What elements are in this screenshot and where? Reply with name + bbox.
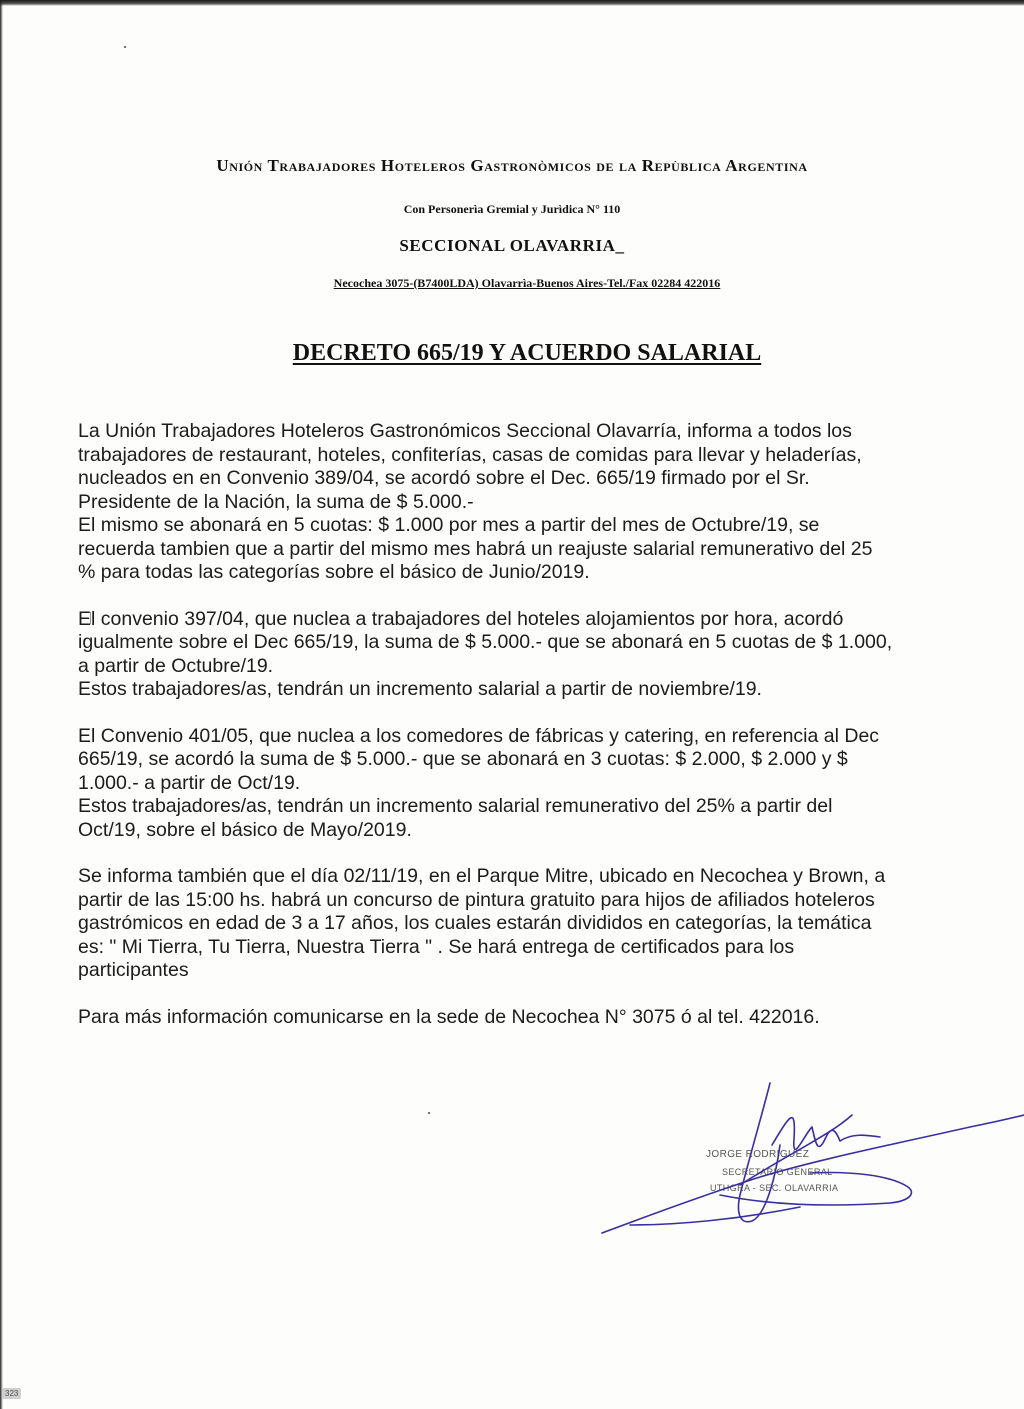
scan-border-top — [0, 0, 1024, 6]
paragraph-contact-info: Para más información comunicarse en la sede de Necochea N° 3075 ó al tel. 422016. — [78, 1005, 820, 1028]
signature-block — [590, 1075, 1024, 1250]
paragraph-convenio-401: El Convenio 401/05, que nuclea a los comedores de fábricas y catering, en referencia al Dec 665/19, se acordó la suma de $ 5.000.- que se abonará en 3 cuotas: $ 2.000, $ 2.000 y $ 1.000.- a partir de Oct/19. Estos trabajadores/as, tendrán un incremento salarial remunerativo del 25% a partir del Oct/19, sobre el básico de Mayo/2019. — [78, 724, 880, 841]
document-body — [78, 420, 958, 1052]
handwritten-signature — [590, 1075, 1024, 1250]
page-mark: 323 — [2, 1388, 21, 1399]
paragraph-convenio-397: El convenio 397/04, que nuclea a trabajadores del hoteles alojamientos por hora, acordó igualmente sobre el Dec 665/19, la suma de $ 5.000.- que se abonará en 5 cuotas de $ 1.000, a partir de Octubre/19. Estos trabajadores/as, tendrán un incremento salarial a partir de noviembre/19. — [78, 607, 893, 700]
stamp-branch: UTHGRA - SEC. OLAVARRIA — [710, 1183, 839, 1193]
legal-registration: Con Personerìa Gremial y Jurìdica N° 110 — [403, 202, 621, 216]
stamp-role: SECRETARIO GENERAL — [722, 1167, 833, 1177]
paragraph-convenio-389: La Unión Trabajadores Hoteleros Gastronómicos Seccional Olavarría, informa a todos los trabajadores de restaurant, hoteles, confiterías, casas de comidas para llevar y heladerías, nucleados en en Convenio 389/04, se acordó sobre el Dec. 665/19 firmado por el Sr. Presidente de la Nación, la suma de $ 5.000.- El mismo se abonará en 5 cuotas: $ 1.000 por mes a partir del mes de Octubre/19, se recuerda tambien que a partir del mismo mes habrá un reajuste salarial remunerativo del 25 % para todas las categorías sobre el básico de Junio/2019. — [78, 420, 873, 583]
stamp-name: JORGE RODRIGUEZ — [706, 1149, 810, 1160]
organization-name: Unión Trabajadores Hoteleros Gastronòmicos de la Repùblica Argentina — [216, 156, 808, 175]
scan-speck — [428, 1112, 430, 1114]
paragraph-painting-contest: Se informa también que el día 02/11/19, en el Parque Mitre, ubicado en Necochea y Brown, a partir de las 15:00 hs. habrá un concurso de pintura gratuito para hijos de afiliados hoteleros gastrómicos en edad de 3 a 17 años, los cuales estarán divididos en categorías, la temática es: " Mi Tierra, Tu Tierra, Nuestra Tierra " . Se hará entrega de certificados para los participantes — [78, 865, 886, 981]
scan-speck — [124, 46, 126, 48]
document-title: DECRETO 665/19 Y ACUERDO SALARIAL — [292, 340, 762, 366]
branch-address: Necochea 3075-(B7400LDA) Olavarrìa-Buenos Aires-Tel./Fax 02284 422016 — [333, 276, 721, 290]
branch-name: SECCIONAL OLAVARRIA_ — [399, 236, 625, 255]
